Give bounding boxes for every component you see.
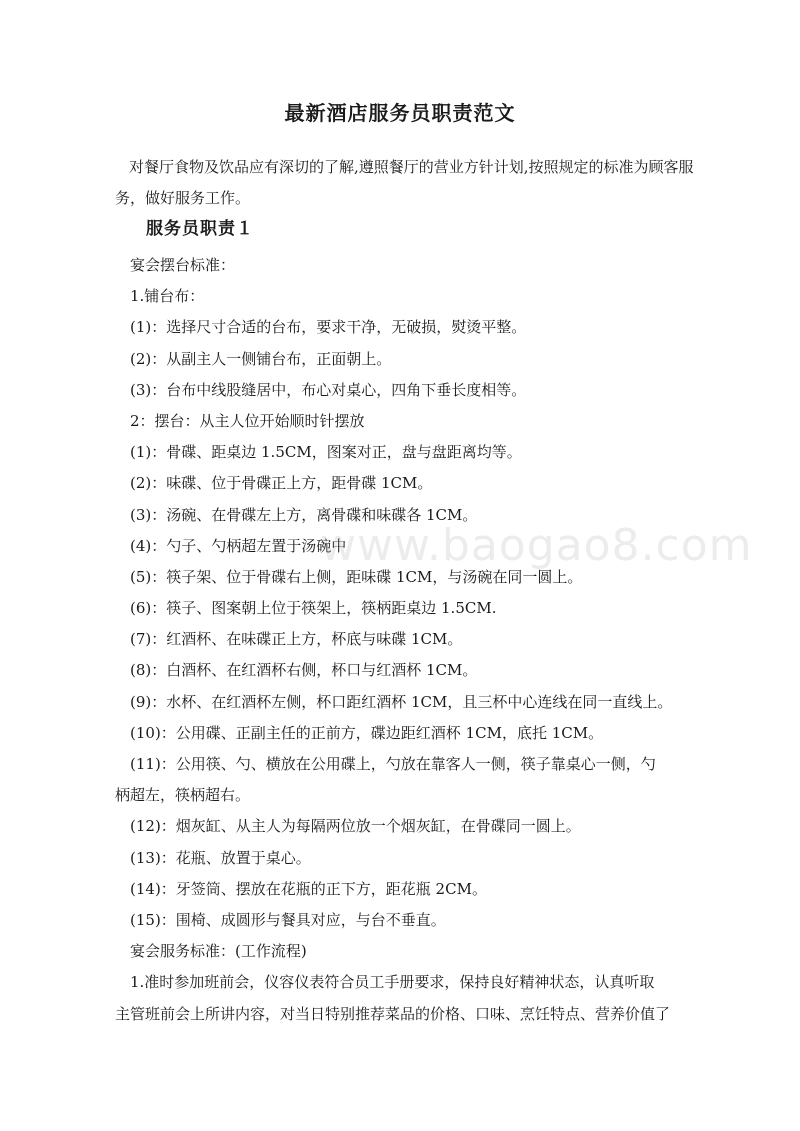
text-line: (9)：水杯、在红酒杯左侧，杯口距红酒杯 1CM，且三杯中心连线在同一直线上。 — [130, 692, 673, 711]
text-line: 1.准时参加班前会，仪容仪表符合员工手册要求，保持良好精神状态，认真听取 — [130, 973, 655, 992]
text-line: (14)：牙签筒、摆放在花瓶的正下方，距花瓶 2CM。 — [130, 879, 487, 898]
body-text — [115, 250, 695, 1030]
text-line: (7)：红酒杯、在味碟正上方，杯底与味碟 1CM。 — [130, 630, 463, 649]
text-line: (10)：公用碟、正副主任的正前方，碟边距红酒杯 1CM，底托 1CM。 — [130, 723, 604, 742]
text-line: 宴会摆台标准： — [130, 256, 236, 274]
text-line: (13)：花瓶、放置于桌心。 — [130, 848, 311, 867]
text-line: (1)：选择尺寸合适的台布，要求干净，无破损，熨烫平整。 — [130, 318, 527, 337]
text-line: (8)：白酒杯、在红酒杯右侧，杯口与红酒杯 1CM。 — [130, 661, 478, 680]
section-heading: 服务员职责１ — [146, 219, 254, 239]
text-line: (4)：勺子、勺柄超左置于汤碗中 — [130, 536, 347, 555]
text-line: (6)：筷子、图案朝上位于筷架上，筷柄距桌边 1.5CM. — [130, 599, 497, 618]
text-line: (2)：从副主人一侧铺台布，正面朝上。 — [130, 349, 392, 368]
text-line: (5)：筷子架、位于骨碟右上侧，距味碟 1CM，与汤碗在同一圆上。 — [130, 567, 583, 586]
document-title: 最新酒店服务员职责范文 — [284, 101, 516, 125]
intro-paragraph: 对餐厅食物及饮品应有深切的了解,遵照餐厅的营业方针计划,按照规定的标准为顾客服务，做好服务工作。 — [115, 158, 694, 207]
text-line: 主管班前会上所讲内容，对当日特别推荐菜品的价格、口味、烹饪特点、营养价值了 — [115, 1004, 671, 1023]
text-line: 柄超左，筷柄超右。 — [115, 786, 251, 805]
text-line: (2)：味碟、位于骨碟正上方，距骨碟 1CM。 — [130, 474, 433, 493]
text-line: 宴会服务标准：(工作流程) — [130, 942, 307, 961]
text-line: (11)：公用筷、勺、横放在公用碟上，勺放在靠客人一侧，筷子靠桌心一侧，勺 — [130, 755, 656, 773]
text-line: 2：摆台：从主人位开始顺时针摆放 — [130, 411, 365, 430]
text-line: (12)：烟灰缸、从主人为每隔两位放一个烟灰缸，在骨碟同一圆上。 — [130, 817, 581, 836]
watermark: www.baogao8.com — [320, 520, 753, 571]
text-line: 1.铺台布： — [130, 287, 205, 306]
text-line: (3)：台布中线股缝居中，布心对桌心，四角下垂长度相等。 — [130, 380, 527, 399]
text-line: (1)：骨碟、距桌边 1.5CM，图案对正，盘与盘距离均等。 — [130, 443, 522, 462]
text-line: (3)：汤碗、在骨碟左上方，离骨碟和味碟各 1CM。 — [130, 505, 478, 524]
text-line: (15)：围椅、成圆形与餐具对应，与台不垂直。 — [130, 910, 446, 929]
